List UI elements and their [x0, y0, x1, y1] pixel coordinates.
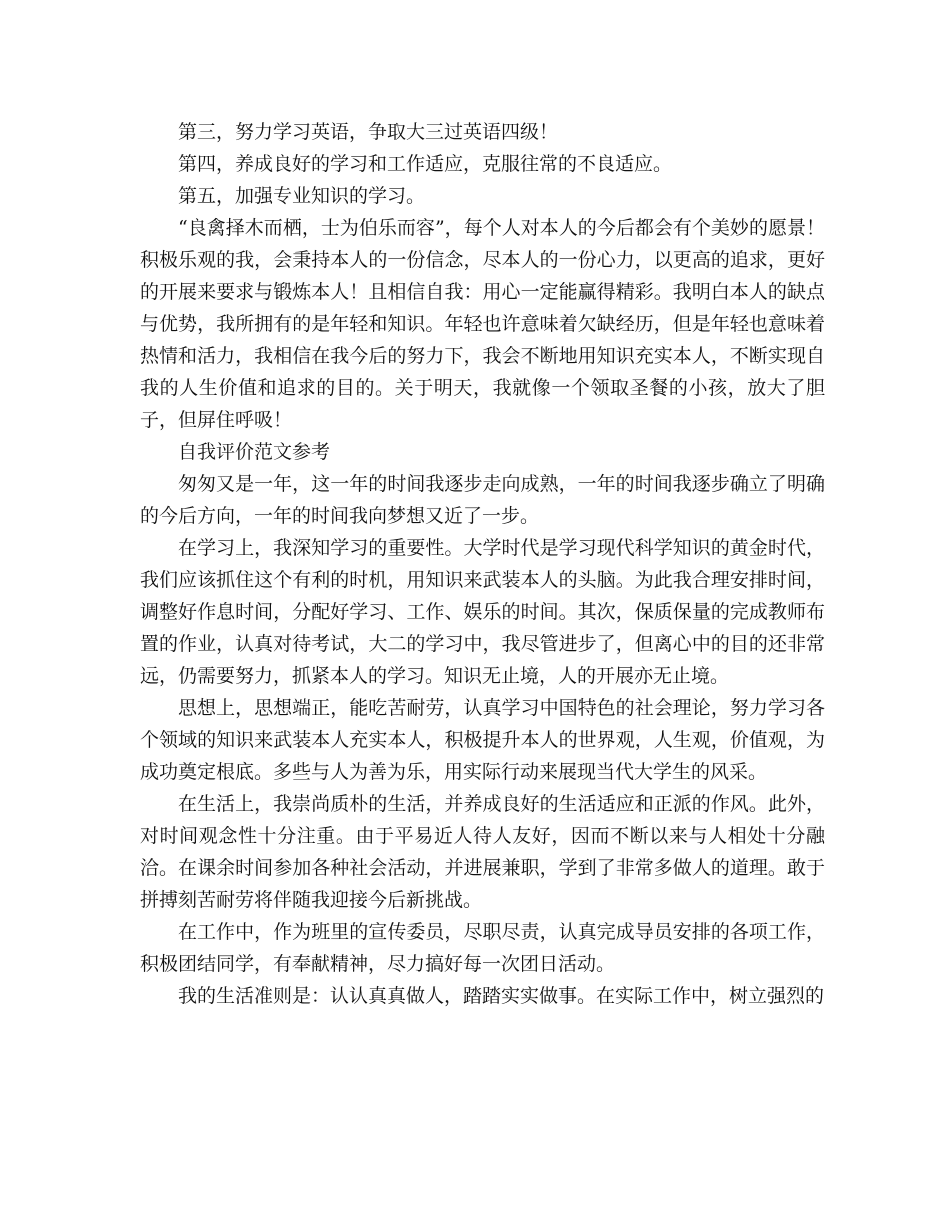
paragraph-thought: 思想上，思想端正，能吃苦耐劳，认真学习中国特色的社会理论，努力学习各个领域的知识来武装本人充实本人，积极提升本人的世界观，人生观，价值观，为成功奠定根底。多些与人为善为乐，用实际行动来展现当代大学生的风采。: [140, 697, 825, 783]
paragraph-intro: 匆匆又是一年，这一年的时间我逐步走向成熟，一年的时间我逐步确立了明确的今后方向，一年的时间我向梦想又近了一步。: [140, 473, 825, 527]
paragraph-principle: 我的生活准则是：认认真真做人，踏踏实实做事。在实际工作中，树立强烈的: [178, 985, 825, 1007]
paragraph-goal-3: 第三，努力学习英语，争取大三过英语四级！: [178, 121, 559, 143]
paragraph-work: 在工作中，作为班里的宣传委员，尽职尽责，认真完成导员安排的各项工作，积极团结同学，有奉献精神，尽力搞好每一次团日活动。: [140, 921, 825, 975]
section-heading: 自我评价范文参考: [178, 441, 331, 463]
document-body: [140, 116, 825, 1012]
paragraph-life: 在生活上，我崇尚质朴的生活，并养成良好的生活适应和正派的作风。此外，对时间观念性十分注重。由于平易近人待人友好，因而不断以来与人相处十分融洽。在课余时间参加各种社会活动，并进展兼职，学到了非常多做人的道理。敢于拼搏刻苦耐劳将伴随我迎接今后新挑战。: [140, 793, 825, 911]
paragraph-vision: “良禽择木而栖，士为伯乐而容”，每个人对本人的今后都会有个美妙的愿景！积极乐观的我，会秉持本人的一份信念，尽本人的一份心力，以更高的追求，更好的开展来要求与锻炼本人！且相信自我：用心一定能赢得精彩。我明白本人的缺点与优势，我所拥有的是年轻和知识。年轻也许意味着欠缺经历，但是年轻也意味着热情和活力，我相信在我今后的努力下，我会不断地用知识充实本人，不断实现自我的人生价值和追求的目的。关于明天，我就像一个领取圣餐的小孩，放大了胆子，但屏住呼吸！: [140, 217, 825, 431]
paragraph-study: 在学习上，我深知学习的重要性。大学时代是学习现代科学知识的黄金时代，我们应该抓住这个有利的时机，用知识来武装本人的头脑。为此我合理安排时间，调整好作息时间，分配好学习、工作、娱乐的时间。其次，保质保量的完成教师布置的作业，认真对待考试，大二的学习中，我尽管进步了，但离心中的目的还非常远，仍需要努力，抓紧本人的学习。知识无止境，人的开展亦无止境。: [140, 537, 825, 687]
paragraph-goal-4: 第四，养成良好的学习和工作适应，克服往常的不良适应。: [178, 153, 673, 175]
paragraph-goal-5: 第五，加强专业知识的学习。: [178, 185, 426, 207]
